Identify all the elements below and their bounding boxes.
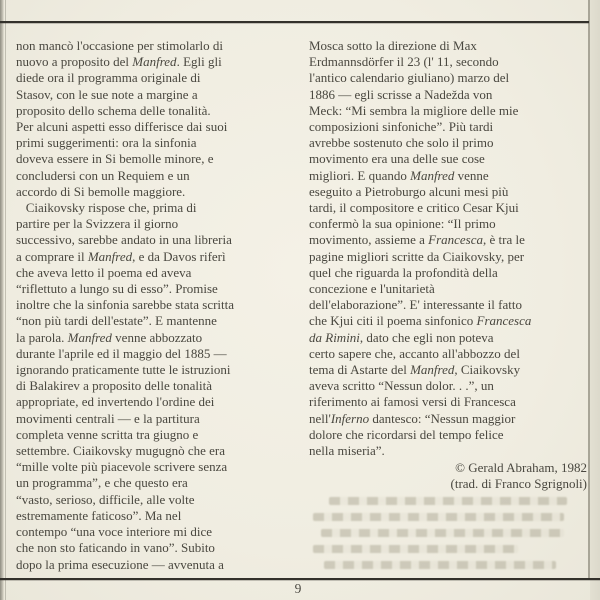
text-line: Erdmannsdörfer il 23 (l' 11, secondo (309, 54, 499, 70)
text-line: che aveva letto il poema ed aveva (16, 264, 192, 280)
text-line: aveva scritto “Nessun dolor. . .”, un (309, 378, 494, 394)
text-line: dell'elaborazione”. E' interessante il fatto (309, 297, 522, 313)
text-line: ignorando praticamente tutte le istruzioni (16, 362, 231, 378)
text-line: Ciaikovsky rispose che, prima di (16, 200, 197, 216)
text-line: Mosca sotto la direzione di Max (309, 38, 477, 53)
text-line: completa venne scritta tra giugno e (16, 426, 199, 442)
text-line: proposito dello schema delle tonalità. (16, 102, 211, 118)
text-line: nella miseria”. (309, 443, 385, 459)
text-line: l'antico calendario giuliano) marzo del (309, 70, 510, 86)
bleed-through-line (313, 545, 518, 553)
text-line: 1886 — egli scrisse a Nadežda von (309, 86, 493, 102)
text-line: Meck: “Mi sembra la migliore delle mie (309, 102, 519, 118)
text-line: la parola. Manfred venne abbozzato (16, 329, 203, 345)
bleed-through-text (313, 497, 583, 577)
text-line: (trad. di Franco Sgrignoli) (450, 476, 587, 492)
bleed-through-line (329, 497, 567, 505)
text-line: pagine migliori scritte da Ciaikovsky, per (309, 248, 525, 264)
text-line: movimento era una delle sue cose (309, 151, 485, 167)
text-line: da Rimini, dato che egli non poteva (309, 329, 494, 345)
left-page-edge (0, 0, 4, 600)
text-line: a comprare il Manfred, e da Davos riferì (16, 248, 226, 264)
text-line: Per alcuni aspetti esso differisce dai suoi (16, 119, 228, 135)
text-line: appropriate, ed invertendo l'ordine dei (16, 394, 215, 410)
text-line: “vasto, serioso, difficile, alle volte (16, 491, 195, 507)
bleed-through-line (313, 513, 564, 521)
text-line: © Gerald Abraham, 1982 (455, 460, 587, 476)
text-line: movimenti centrali — e la partitura (16, 410, 200, 426)
text-line: confermò la sua opinione: “Il primo (309, 216, 496, 232)
gutter-crease (5, 0, 6, 600)
text-line: primi suggerimenti: ora la sinfonia (16, 135, 197, 151)
page-number: 9 (294, 581, 302, 596)
text-line: Stasov, con le sue note a margine a (16, 86, 198, 102)
text-line: durante l'aprile ed il maggio del 1885 — (16, 345, 227, 361)
text-line: dolore che ricordarsi del tempo felice (309, 426, 504, 442)
text-line: concezione e l'unitarietà (309, 281, 435, 297)
text-line: che Kjui citi il poema sinfonico Francesca (309, 313, 532, 329)
text-line: avrebbe sostenuto che solo il primo (309, 135, 494, 151)
text-line: riferimento ai famosi versi di Francesca (309, 394, 516, 410)
text-line: tema di Astarte del Manfred, Ciaikovsky (309, 362, 521, 378)
text-line: settembre. Ciaikovsky mugugnò che era (16, 443, 226, 459)
text-line: dopo la prima esecuzione — avvenuta a (16, 556, 224, 572)
right-text-column (309, 38, 591, 493)
text-line: nell'Inferno dantesco: “Nessun maggior (309, 410, 516, 426)
text-line: doveva essere in Si bemolle minore, e (16, 151, 214, 167)
text-line: un programma”, e che questo era (16, 475, 188, 491)
text-line: movimento, assieme a Francesca, è tra le (309, 232, 525, 248)
right-column-body (309, 38, 591, 459)
text-line: migliori. E quando Manfred venne (309, 167, 489, 183)
text-line: tardi, il compositore e critico Cesar Kjui (309, 200, 519, 216)
bleed-through-line (324, 561, 556, 569)
text-line: quel che riguarda la profondità della (309, 264, 498, 280)
credit-block (309, 460, 591, 492)
text-line: successivo, sarebbe andato in una libreria (16, 232, 232, 248)
text-line: diede ora il programma originale di (16, 70, 201, 86)
text-line: estremamente faticoso”. Ma nel (16, 507, 182, 523)
left-text-column (16, 38, 298, 573)
text-line: nuovo a proposito del Manfred. Egli gli (16, 54, 222, 70)
text-line: “mille volte più piacevole scrivere senza (16, 459, 228, 475)
top-rule (0, 21, 589, 23)
right-page-edge (590, 0, 600, 600)
text-line: contempo “una voce interiore mi dice (16, 524, 213, 540)
bottom-rule (0, 578, 600, 580)
text-line: partire per la Svizzera il giorno (16, 216, 179, 232)
text-line: “non più tardi dell'estate”. E mantenne (16, 313, 217, 329)
text-line: certo sapere che, accanto all'abbozzo del (309, 345, 520, 361)
text-line: di Balakirev a proposito delle tonalità (16, 378, 213, 394)
text-line: concludersi con un Requiem e un (16, 167, 190, 183)
text-line: accordo di Si bemolle maggiore. (16, 183, 186, 199)
text-line: composizioni sinfoniche”. Più tardi (309, 119, 494, 135)
text-line: che non sto faticando in vano”. Subito (16, 540, 215, 556)
bleed-through-line (321, 529, 564, 537)
text-line: eseguito a Pietroburgo alcuni mesi più (309, 183, 509, 199)
text-line: “riflettuto a lungo su di esso”. Promise (16, 281, 218, 297)
text-line: inoltre che la sinfonia sarebbe stata scritta (16, 297, 235, 313)
text-line: non mancò l'occasione per stimolarlo di (16, 38, 224, 53)
